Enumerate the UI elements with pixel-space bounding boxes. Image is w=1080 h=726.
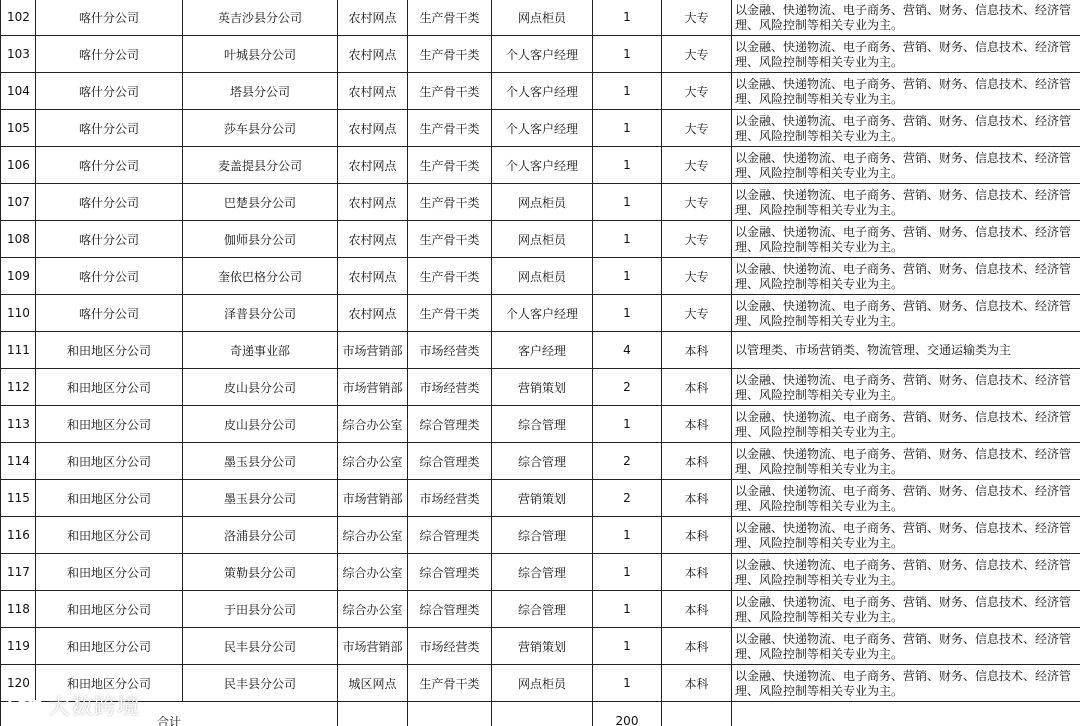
requirement-cell: 以金融、快递物流、电子商务、营销、财务、信息技术、经济管理、风险控制等相关专业为主。 [732, 406, 1080, 443]
table-row [1, 369, 1080, 406]
post-cell: 网点柜员 [492, 221, 593, 258]
department-cell: 农村网点 [338, 184, 408, 221]
row-number: 108 [1, 221, 36, 258]
category-cell: 市场经营类 [408, 480, 492, 517]
requirement-cell: 以金融、快递物流、电子商务、营销、财务、信息技术、经济管理、风险控制等相关专业为主。 [732, 0, 1080, 36]
empty-cell [662, 702, 732, 726]
table-row [1, 73, 1080, 110]
requirement-cell: 以金融、快递物流、电子商务、营销、财务、信息技术、经济管理、风险控制等相关专业为主。 [732, 147, 1080, 184]
unit-cell: 奎依巴格分公司 [183, 258, 338, 295]
row-number: 102 [1, 0, 36, 36]
branch-cell: 和田地区分公司 [36, 665, 183, 702]
branch-cell: 喀什分公司 [36, 184, 183, 221]
education-cell: 本科 [662, 443, 732, 480]
post-cell: 个人客户经理 [492, 73, 593, 110]
row-number: 114 [1, 443, 36, 480]
table-row [1, 110, 1080, 147]
row-number: 112 [1, 369, 36, 406]
unit-cell: 皮山县分公司 [183, 406, 338, 443]
branch-cell: 和田地区分公司 [36, 369, 183, 406]
category-cell: 生产骨干类 [408, 110, 492, 147]
post-cell: 综合管理 [492, 517, 593, 554]
education-cell: 本科 [662, 332, 732, 369]
table-row [1, 628, 1080, 665]
department-cell: 农村网点 [338, 36, 408, 73]
branch-cell: 和田地区分公司 [36, 591, 183, 628]
post-cell: 营销策划 [492, 480, 593, 517]
table-row [1, 443, 1080, 480]
headcount-cell: 1 [593, 0, 662, 36]
row-number: 113 [1, 406, 36, 443]
department-cell: 综合办公室 [338, 517, 408, 554]
post-cell: 客户经理 [492, 332, 593, 369]
unit-cell: 皮山县分公司 [183, 369, 338, 406]
requirement-cell: 以金融、快递物流、电子商务、营销、财务、信息技术、经济管理、风险控制等相关专业为主。 [732, 184, 1080, 221]
table-body [1, 0, 1080, 726]
table-row [1, 591, 1080, 628]
empty-cell [408, 702, 492, 726]
department-cell: 农村网点 [338, 0, 408, 36]
department-cell: 农村网点 [338, 221, 408, 258]
post-cell: 营销策划 [492, 628, 593, 665]
requirement-cell: 以金融、快递物流、电子商务、营销、财务、信息技术、经济管理、风险控制等相关专业为主。 [732, 480, 1080, 517]
category-cell: 综合管理类 [408, 443, 492, 480]
education-cell: 本科 [662, 517, 732, 554]
branch-cell: 喀什分公司 [36, 73, 183, 110]
total-row [1, 702, 1080, 726]
post-cell: 网点柜员 [492, 184, 593, 221]
headcount-cell: 1 [593, 36, 662, 73]
education-cell: 大专 [662, 147, 732, 184]
table-row [1, 0, 1080, 36]
department-cell: 农村网点 [338, 147, 408, 184]
requirement-cell: 以金融、快递物流、电子商务、营销、财务、信息技术、经济管理、风险控制等相关专业为主。 [732, 110, 1080, 147]
education-cell: 大专 [662, 36, 732, 73]
unit-cell: 巴楚县分公司 [183, 184, 338, 221]
branch-cell: 喀什分公司 [36, 258, 183, 295]
department-cell: 农村网点 [338, 258, 408, 295]
headcount-cell: 1 [593, 73, 662, 110]
education-cell: 本科 [662, 665, 732, 702]
category-cell: 生产骨干类 [408, 73, 492, 110]
headcount-cell: 1 [593, 147, 662, 184]
branch-cell: 喀什分公司 [36, 110, 183, 147]
category-cell: 生产骨干类 [408, 147, 492, 184]
table-row [1, 36, 1080, 73]
row-number: 106 [1, 147, 36, 184]
table-row [1, 258, 1080, 295]
education-cell: 本科 [662, 628, 732, 665]
headcount-cell: 2 [593, 480, 662, 517]
branch-cell: 和田地区分公司 [36, 480, 183, 517]
unit-cell: 墨玉县分公司 [183, 443, 338, 480]
education-cell: 本科 [662, 591, 732, 628]
headcount-cell: 1 [593, 665, 662, 702]
category-cell: 综合管理类 [408, 406, 492, 443]
headcount-cell: 1 [593, 554, 662, 591]
category-cell: 生产骨干类 [408, 36, 492, 73]
table-row [1, 147, 1080, 184]
category-cell: 市场经营类 [408, 332, 492, 369]
education-cell: 本科 [662, 480, 732, 517]
headcount-cell: 1 [593, 110, 662, 147]
category-cell: 综合管理类 [408, 554, 492, 591]
requirement-cell: 以金融、快递物流、电子商务、营销、财务、信息技术、经济管理、风险控制等相关专业为主。 [732, 517, 1080, 554]
unit-cell: 伽师县分公司 [183, 221, 338, 258]
table-row [1, 665, 1080, 702]
requirement-cell: 以金融、快递物流、电子商务、营销、财务、信息技术、经济管理、风险控制等相关专业为主。 [732, 295, 1080, 332]
branch-cell: 喀什分公司 [36, 221, 183, 258]
education-cell: 本科 [662, 554, 732, 591]
unit-cell: 策勒县分公司 [183, 554, 338, 591]
department-cell: 城区网点 [338, 665, 408, 702]
headcount-cell: 1 [593, 258, 662, 295]
row-number: 115 [1, 480, 36, 517]
headcount-cell: 1 [593, 517, 662, 554]
branch-cell: 和田地区分公司 [36, 443, 183, 480]
category-cell: 综合管理类 [408, 591, 492, 628]
requirement-cell: 以金融、快递物流、电子商务、营销、财务、信息技术、经济管理、风险控制等相关专业为主。 [732, 258, 1080, 295]
education-cell: 大专 [662, 184, 732, 221]
headcount-cell: 2 [593, 369, 662, 406]
row-number: 111 [1, 332, 36, 369]
unit-cell: 洛浦县分公司 [183, 517, 338, 554]
requirement-cell: 以金融、快递物流、电子商务、营销、财务、信息技术、经济管理、风险控制等相关专业为主。 [732, 369, 1080, 406]
total-count: 200 [593, 702, 662, 726]
row-number: 103 [1, 36, 36, 73]
post-cell: 个人客户经理 [492, 147, 593, 184]
branch-cell: 和田地区分公司 [36, 332, 183, 369]
department-cell: 市场营销部 [338, 369, 408, 406]
department-cell: 市场营销部 [338, 480, 408, 517]
headcount-cell: 1 [593, 221, 662, 258]
category-cell: 生产骨干类 [408, 665, 492, 702]
headcount-cell: 1 [593, 628, 662, 665]
requirement-cell: 以金融、快递物流、电子商务、营销、财务、信息技术、经济管理、风险控制等相关专业为主。 [732, 36, 1080, 73]
education-cell: 大专 [662, 0, 732, 36]
post-cell: 综合管理 [492, 406, 593, 443]
headcount-cell: 1 [593, 295, 662, 332]
education-cell: 大专 [662, 73, 732, 110]
requirement-cell: 以金融、快递物流、电子商务、营销、财务、信息技术、经济管理、风险控制等相关专业为主。 [732, 591, 1080, 628]
requirement-cell: 以金融、快递物流、电子商务、营销、财务、信息技术、经济管理、风险控制等相关专业为主。 [732, 443, 1080, 480]
headcount-cell: 2 [593, 443, 662, 480]
table-row [1, 184, 1080, 221]
category-cell: 生产骨干类 [408, 258, 492, 295]
department-cell: 综合办公室 [338, 554, 408, 591]
branch-cell: 和田地区分公司 [36, 406, 183, 443]
row-number: 120 [1, 665, 36, 702]
category-cell: 生产骨干类 [408, 0, 492, 36]
post-cell: 个人客户经理 [492, 295, 593, 332]
unit-cell: 英吉沙县分公司 [183, 0, 338, 36]
table-row [1, 406, 1080, 443]
category-cell: 市场经营类 [408, 628, 492, 665]
requirement-cell: 以金融、快递物流、电子商务、营销、财务、信息技术、经济管理、风险控制等相关专业为主。 [732, 221, 1080, 258]
category-cell: 市场经营类 [408, 369, 492, 406]
branch-cell: 和田地区分公司 [36, 554, 183, 591]
post-cell: 个人客户经理 [492, 36, 593, 73]
category-cell: 生产骨干类 [408, 221, 492, 258]
row-number: 107 [1, 184, 36, 221]
requirement-cell: 以金融、快递物流、电子商务、营销、财务、信息技术、经济管理、风险控制等相关专业为主。 [732, 73, 1080, 110]
empty-cell [338, 702, 408, 726]
unit-cell: 莎车县分公司 [183, 110, 338, 147]
department-cell: 市场营销部 [338, 628, 408, 665]
department-cell: 综合办公室 [338, 406, 408, 443]
unit-cell: 塔县分公司 [183, 73, 338, 110]
table-row [1, 517, 1080, 554]
table-row [1, 295, 1080, 332]
education-cell: 大专 [662, 110, 732, 147]
headcount-cell: 1 [593, 406, 662, 443]
row-number: 105 [1, 110, 36, 147]
row-number: 116 [1, 517, 36, 554]
unit-cell: 泽普县分公司 [183, 295, 338, 332]
table-row [1, 221, 1080, 258]
branch-cell: 喀什分公司 [36, 0, 183, 36]
empty-cell [732, 702, 1080, 726]
row-number: 118 [1, 591, 36, 628]
education-cell: 大专 [662, 295, 732, 332]
unit-cell: 民丰县分公司 [183, 665, 338, 702]
unit-cell: 麦盖提县分公司 [183, 147, 338, 184]
department-cell: 市场营销部 [338, 332, 408, 369]
unit-cell: 于田县分公司 [183, 591, 338, 628]
unit-cell: 叶城县分公司 [183, 36, 338, 73]
headcount-cell: 1 [593, 184, 662, 221]
unit-cell: 墨玉县分公司 [183, 480, 338, 517]
headcount-cell: 1 [593, 591, 662, 628]
post-cell: 综合管理 [492, 443, 593, 480]
row-number: 104 [1, 73, 36, 110]
watermark-text: 大数跨境 [48, 695, 141, 720]
department-cell: 农村网点 [338, 73, 408, 110]
empty-cell [492, 702, 593, 726]
education-cell: 大专 [662, 221, 732, 258]
requirement-cell: 以金融、快递物流、电子商务、营销、财务、信息技术、经济管理、风险控制等相关专业为主。 [732, 665, 1080, 702]
post-cell: 网点柜员 [492, 665, 593, 702]
branch-cell: 喀什分公司 [36, 295, 183, 332]
category-cell: 综合管理类 [408, 517, 492, 554]
headcount-cell: 4 [593, 332, 662, 369]
branch-cell: 和田地区分公司 [36, 517, 183, 554]
unit-cell: 民丰县分公司 [183, 628, 338, 665]
department-cell: 农村网点 [338, 295, 408, 332]
branch-cell: 和田地区分公司 [36, 628, 183, 665]
row-number: 110 [1, 295, 36, 332]
category-cell: 生产骨干类 [408, 295, 492, 332]
table-row [1, 480, 1080, 517]
department-cell: 综合办公室 [338, 591, 408, 628]
requirement-cell: 以金融、快递物流、电子商务、营销、财务、信息技术、经济管理、风险控制等相关专业为主。 [732, 554, 1080, 591]
requirement-cell: 以管理类、市场营销类、物流管理、交通运输类为主 [732, 332, 1080, 369]
total-label: 合计 [1, 702, 338, 726]
table-row [1, 332, 1080, 369]
department-cell: 综合办公室 [338, 443, 408, 480]
education-cell: 大专 [662, 258, 732, 295]
post-cell: 综合管理 [492, 591, 593, 628]
post-cell: 网点柜员 [492, 0, 593, 36]
branch-cell: 喀什分公司 [36, 147, 183, 184]
requirement-cell: 以金融、快递物流、电子商务、营销、财务、信息技术、经济管理、风险控制等相关专业为主。 [732, 628, 1080, 665]
education-cell: 本科 [662, 406, 732, 443]
row-number: 119 [1, 628, 36, 665]
unit-cell: 奇递事业部 [183, 332, 338, 369]
row-number: 109 [1, 258, 36, 295]
row-number: 117 [1, 554, 36, 591]
category-cell: 生产骨干类 [408, 184, 492, 221]
branch-cell: 喀什分公司 [36, 36, 183, 73]
post-cell: 营销策划 [492, 369, 593, 406]
table-row [1, 554, 1080, 591]
post-cell: 综合管理 [492, 554, 593, 591]
education-cell: 本科 [662, 369, 732, 406]
department-cell: 农村网点 [338, 110, 408, 147]
post-cell: 网点柜员 [492, 258, 593, 295]
post-cell: 个人客户经理 [492, 110, 593, 147]
